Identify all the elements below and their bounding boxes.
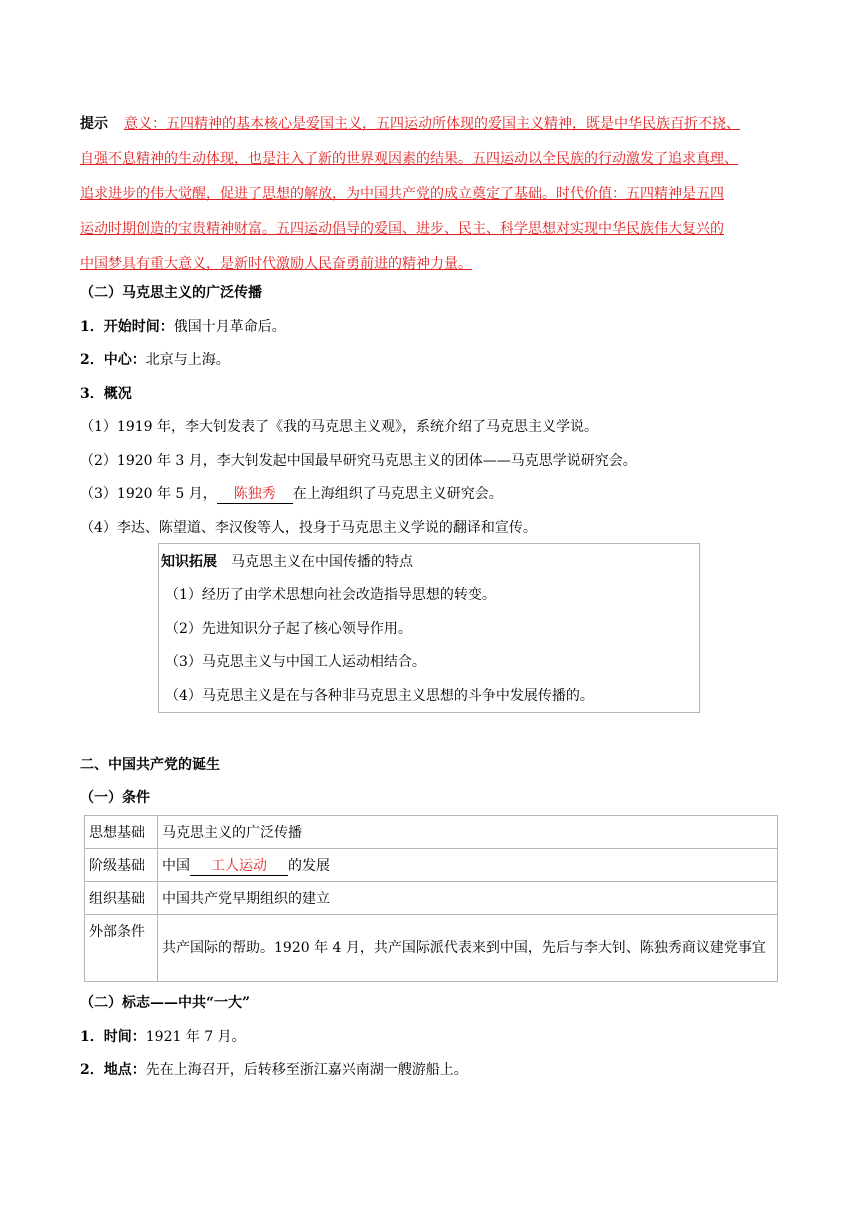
- knowledge-box-title: 马克思主义在中国传播的特点: [231, 554, 413, 570]
- knowledge-item-1: （1）经历了由学术思想向社会改造指导思想的转变。: [165, 587, 496, 603]
- table-value: 中国共产党早期组织的建立: [158, 882, 778, 915]
- time-paragraph: [80, 1027, 246, 1047]
- center-text: 北京与上海。: [145, 352, 230, 368]
- location-text: 先在上海召开，后转移至浙江嘉兴南湖一艘游船上。: [145, 1062, 468, 1078]
- answer-blank-chen-duxiu: 陈独秀: [217, 485, 293, 504]
- table-key: 阶级基础: [85, 849, 158, 882]
- table-key: 思想基础: [85, 816, 158, 849]
- tip-line-5: 中国梦具有重大意义，是新时代激励人民奋勇前进的精神力量。: [80, 256, 472, 272]
- start-time-label: 1．开始时间：: [80, 319, 174, 335]
- knowledge-item-3: （3）马克思主义与中国工人运动相结合。: [165, 654, 426, 670]
- table-row: [85, 849, 778, 882]
- knowledge-box: [158, 543, 700, 713]
- knowledge-item-4: （4）马克思主义是在与各种非马克思主义思想的斗争中发展传播的。: [165, 688, 594, 704]
- overview-item-2: （2）1920 年 3 月，李大钊发起中国最早研究马克思主义的团体——马克思学说研究会。: [80, 453, 637, 469]
- overview-item-3: [80, 484, 503, 504]
- answer-blank-workers-movement: 工人运动: [190, 857, 288, 876]
- overview-heading: 3．概况: [80, 386, 132, 402]
- overview-item-4: （4）李达、陈望道、李汉俊等人，投身于马克思主义学说的翻译和宣传。: [80, 520, 537, 536]
- time-text: 1921 年 7 月。: [145, 1029, 246, 1045]
- table-key: 组织基础: [85, 882, 158, 915]
- table-value-prefix: 中国: [162, 857, 190, 874]
- start-time-text: 俄国十月革命后。: [173, 319, 286, 335]
- overview-item-1: （1）1919 年，李大钊发表了《我的马克思主义观》，系统介绍了马克思主义学说。: [80, 419, 598, 435]
- chapter-heading: 二、中国共产党的诞生: [80, 757, 220, 773]
- marker-heading: （二）标志——中共“一大”: [80, 995, 251, 1011]
- table-value: 共产国际的帮助。1920 年 4 月，共产国际派代表来到中国，先后与李大钊、陈独秀商议建党事宜: [158, 915, 778, 982]
- time-label: 1．时间：: [80, 1029, 146, 1045]
- overview-item-3-suffix: 在上海组织了马克思主义研究会。: [292, 486, 503, 502]
- table-value: [158, 849, 778, 882]
- table-row: [85, 816, 778, 849]
- conditions-table: [84, 815, 778, 982]
- table-key: 外部条件: [85, 915, 158, 982]
- table-value: 马克思主义的广泛传播: [158, 816, 778, 849]
- location-label: 2．地点：: [80, 1062, 146, 1078]
- knowledge-box-label: 知识拓展: [161, 554, 217, 570]
- tip-line-3: 追求进步的伟大觉醒，促进了思想的解放，为中国共产党的成立奠定了基础。时代价值：五四精神是五四: [80, 186, 724, 202]
- tip-line-4: 运动时期创造的宝贵精神财富。五四运动倡导的爱国、进步、民主、科学思想对实现中华民族伟大复兴的: [80, 221, 724, 237]
- knowledge-item-2: （2）先进知识分子起了核心领导作用。: [165, 621, 412, 637]
- location-paragraph: [80, 1060, 468, 1080]
- section-heading: （二）马克思主义的广泛传播: [80, 285, 262, 301]
- conditions-heading: （一）条件: [80, 790, 150, 806]
- table-value-suffix: 的发展: [288, 857, 330, 874]
- center-label: 2．中心：: [80, 352, 146, 368]
- overview-item-3-prefix: （3）1920 年 5 月，: [80, 486, 217, 502]
- table-row: [85, 915, 778, 982]
- tip-line-2: 自强不息精神的生动体现，也是注入了新的世界观因素的结果。五四运动以全民族的行动激发了追求真理、: [80, 151, 738, 167]
- table-row: [85, 882, 778, 915]
- start-time-paragraph: [80, 317, 286, 337]
- tip-text: 意义：五四精神的基本核心是爱国主义，五四运动所体现的爱国主义精神，既是中华民族百折不挠、: [124, 116, 740, 132]
- tip-line-1: [80, 107, 785, 142]
- center-paragraph: [80, 350, 230, 370]
- knowledge-box-header: [161, 552, 413, 572]
- tip-block: [80, 107, 785, 282]
- tip-label: 提示: [80, 116, 108, 132]
